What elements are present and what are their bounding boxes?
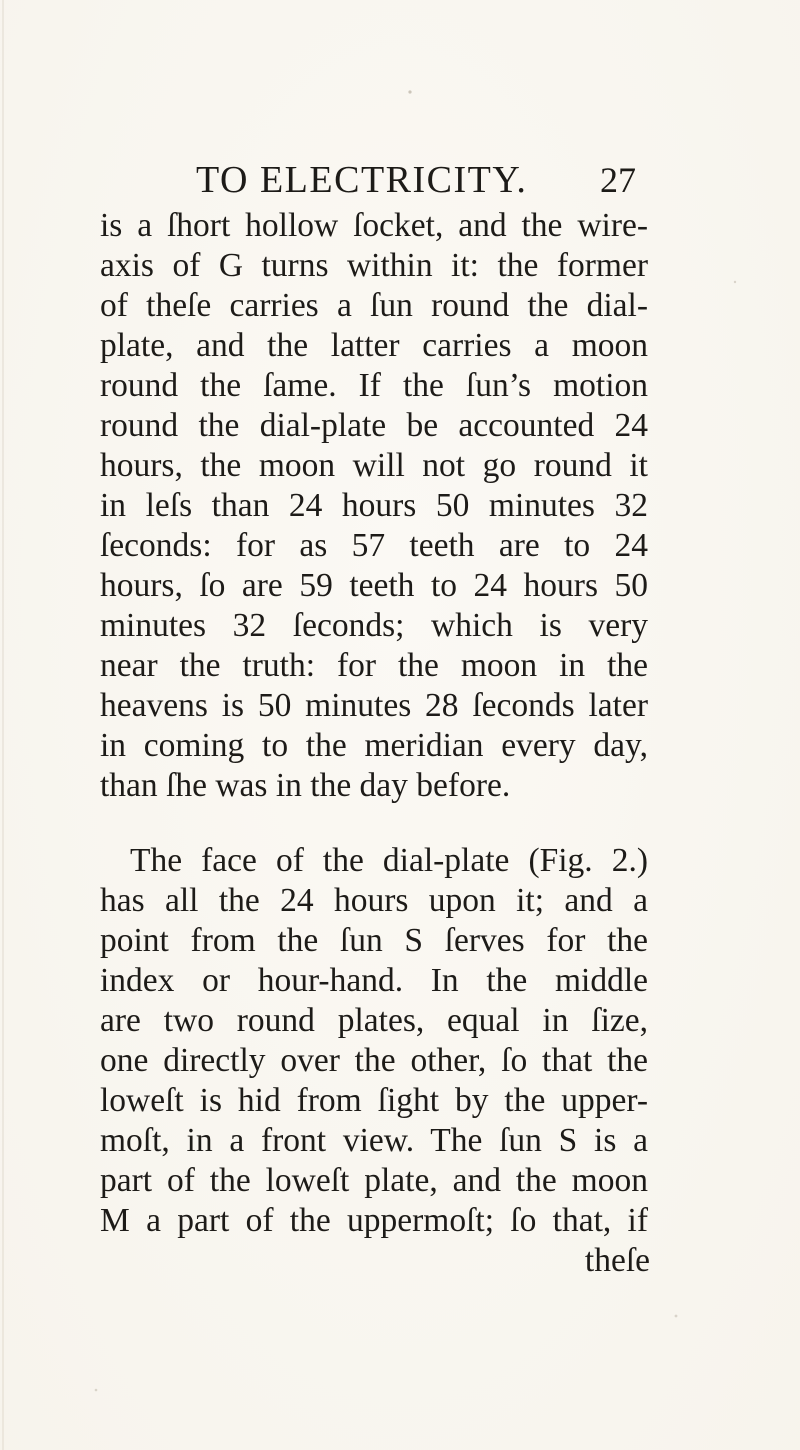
paper-speck — [675, 1315, 678, 1318]
text-line: in coming to the meridian every day, — [100, 727, 648, 764]
running-title: TO ELECTRICITY. — [196, 159, 528, 201]
text-line: moſt, in a front view. The ſun S is a — [100, 1122, 648, 1159]
text-line: axis of G turns within it: the former — [100, 247, 648, 284]
text-line: part of the loweſt plate, and the moon — [100, 1162, 648, 1199]
paper-speck — [95, 1389, 98, 1392]
text-line: minutes 32 ſeconds; which is very — [100, 607, 648, 644]
text-line: round the ſame. If the ſun’s motion — [100, 367, 648, 404]
text-line: plate, and the latter carries a moon — [100, 327, 648, 364]
text-line: M a part of the uppermoſt; ſo that, if — [100, 1202, 648, 1239]
text-line: The face of the dial-plate (Fig. 2.) — [130, 842, 648, 879]
text-line: hours, ſo are 59 teeth to 24 hours 50 — [100, 567, 648, 604]
text-line: round the dial-plate be accounted 24 — [100, 407, 648, 444]
paper-speck — [408, 90, 411, 93]
text-line: of theſe carries a ſun round the dial- — [100, 287, 648, 324]
text-line: loweſt is hid from ſight by the upper- — [100, 1082, 648, 1119]
text-line: one directly over the other, ſo that the — [100, 1042, 648, 1079]
catchword: theſe — [584, 1242, 650, 1279]
text-line: than ſhe was in the day before. — [100, 767, 511, 804]
page-number: 27 — [600, 160, 636, 200]
text-line: hours, the moon will not go round it — [100, 447, 648, 484]
text-line: near the truth: for the moon in the — [100, 647, 648, 684]
paper-speck — [734, 281, 736, 283]
text-line: are two round plates, equal in ſize, — [100, 1002, 648, 1039]
text-line: is a ſhort hollow ſocket, and the wire- — [100, 207, 648, 244]
text-line: in leſs than 24 hours 50 minutes 32 — [100, 487, 648, 524]
text-line: heavens is 50 minutes 28 ſeconds later — [100, 687, 648, 724]
text-line: index or hour-hand. In the middle — [100, 962, 648, 999]
page-header — [196, 158, 636, 202]
text-line: point from the ſun S ſerves for the — [100, 922, 648, 959]
text-line: has all the 24 hours upon it; and a — [100, 882, 648, 919]
text-line: ſeconds: for as 57 teeth are to 24 — [100, 527, 648, 564]
